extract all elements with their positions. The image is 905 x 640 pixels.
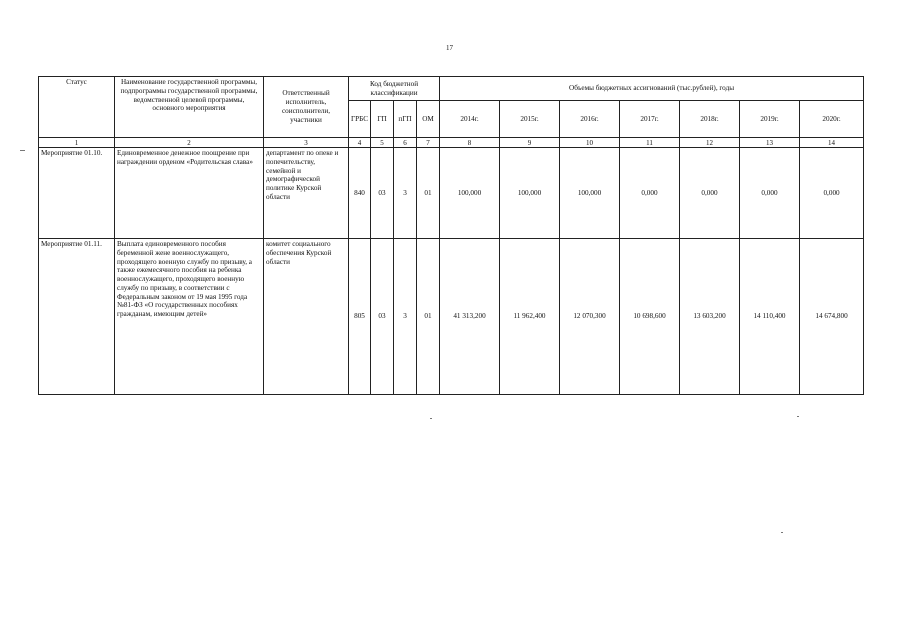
column-number: 14 (800, 138, 864, 148)
row-value-2015: 100,000 (500, 148, 560, 239)
row-value-2018: 0,000 (680, 148, 740, 239)
column-number: 11 (620, 138, 680, 148)
row-code-grbs: 805 (349, 239, 371, 395)
row-value-2016: 12 070,300 (560, 239, 620, 395)
column-number: 5 (371, 138, 394, 148)
row-value-2016: 100,000 (560, 148, 620, 239)
row-code-grbs: 840 (349, 148, 371, 239)
header-budget-code-group: Код бюджетной классификации (349, 77, 440, 101)
row-responsible: комитет социального обеспечения Курской области (264, 239, 349, 395)
row-value-2018: 13 603,200 (680, 239, 740, 395)
row-value-2019: 14 110,400 (740, 239, 800, 395)
table-row (39, 239, 864, 395)
row-status: Мероприятие 01.10. (39, 148, 115, 239)
header-row (39, 77, 864, 101)
row-code-gp: 03 (371, 239, 394, 395)
scan-speck (430, 418, 432, 419)
page-number: 17 (446, 44, 453, 52)
scan-speck (797, 416, 799, 417)
header-allocations-group: Объемы бюджетных ассигнований (тыс.рублей), годы (440, 77, 864, 101)
row-value-2015: 11 962,400 (500, 239, 560, 395)
column-number: 9 (500, 138, 560, 148)
header-year-2017: 2017г. (620, 101, 680, 138)
row-value-2017: 0,000 (620, 148, 680, 239)
budget-allocation-table (38, 76, 864, 395)
column-number: 7 (417, 138, 440, 148)
header-code-om: ОМ (417, 101, 440, 138)
column-number-row (39, 138, 864, 148)
column-number: 13 (740, 138, 800, 148)
row-code-gp: 03 (371, 148, 394, 239)
row-code-om: 01 (417, 148, 440, 239)
header-year-2020: 2020г. (800, 101, 864, 138)
header-year-2014: 2014г. (440, 101, 500, 138)
column-number: 8 (440, 138, 500, 148)
table-row (39, 148, 864, 239)
column-number: 3 (264, 138, 349, 148)
header-code-grbs: ГРБС (349, 101, 371, 138)
column-number: 6 (394, 138, 417, 148)
row-name: Выплата единовременного пособия беременной жене военнослужащего, проходящего военную службу по призыву, а также ежемесячного пособия на ребенка военнослужащего, проходящего военную службу по призыву, в соответствии с Федеральным законом от 19 мая 1995 года №81-ФЗ «О государственных пособиях гражданам, имеющим детей» (115, 239, 264, 395)
column-number: 12 (680, 138, 740, 148)
header-code-pgp: пГП (394, 101, 417, 138)
header-name: Наименование государственной программы, подпрограммы государственной программы, ведомственной целевой программы, основного мероприятия (115, 77, 264, 138)
header-year-2016: 2016г. (560, 101, 620, 138)
header-code-gp: ГП (371, 101, 394, 138)
row-value-2020: 14 674,800 (800, 239, 864, 395)
column-number: 4 (349, 138, 371, 148)
header-year-2019: 2019г. (740, 101, 800, 138)
column-number: 10 (560, 138, 620, 148)
scan-speck (781, 532, 783, 533)
row-value-2014: 100,000 (440, 148, 500, 239)
header-year-2015: 2015г. (500, 101, 560, 138)
row-status: Мероприятие 01.11. (39, 239, 115, 395)
row-code-om: 01 (417, 239, 440, 395)
column-number: 2 (115, 138, 264, 148)
row-value-2019: 0,000 (740, 148, 800, 239)
row-value-2017: 10 698,600 (620, 239, 680, 395)
row-value-2020: 0,000 (800, 148, 864, 239)
header-year-2018: 2018г. (680, 101, 740, 138)
header-responsible: Ответственный исполнитель, соисполнители, участники (264, 77, 349, 138)
row-value-2014: 41 313,200 (440, 239, 500, 395)
header-status: Статус (39, 77, 115, 138)
column-number: 1 (39, 138, 115, 148)
row-responsible: департамент по опеке и попечительству, семейной и демографической политике Курской области (264, 148, 349, 239)
row-code-pgp: 3 (394, 239, 417, 395)
row-code-pgp: 3 (394, 148, 417, 239)
row-name: Единовременное денежное поощрение при награждении орденом «Родительская слава» (115, 148, 264, 239)
scan-speck (20, 150, 25, 151)
